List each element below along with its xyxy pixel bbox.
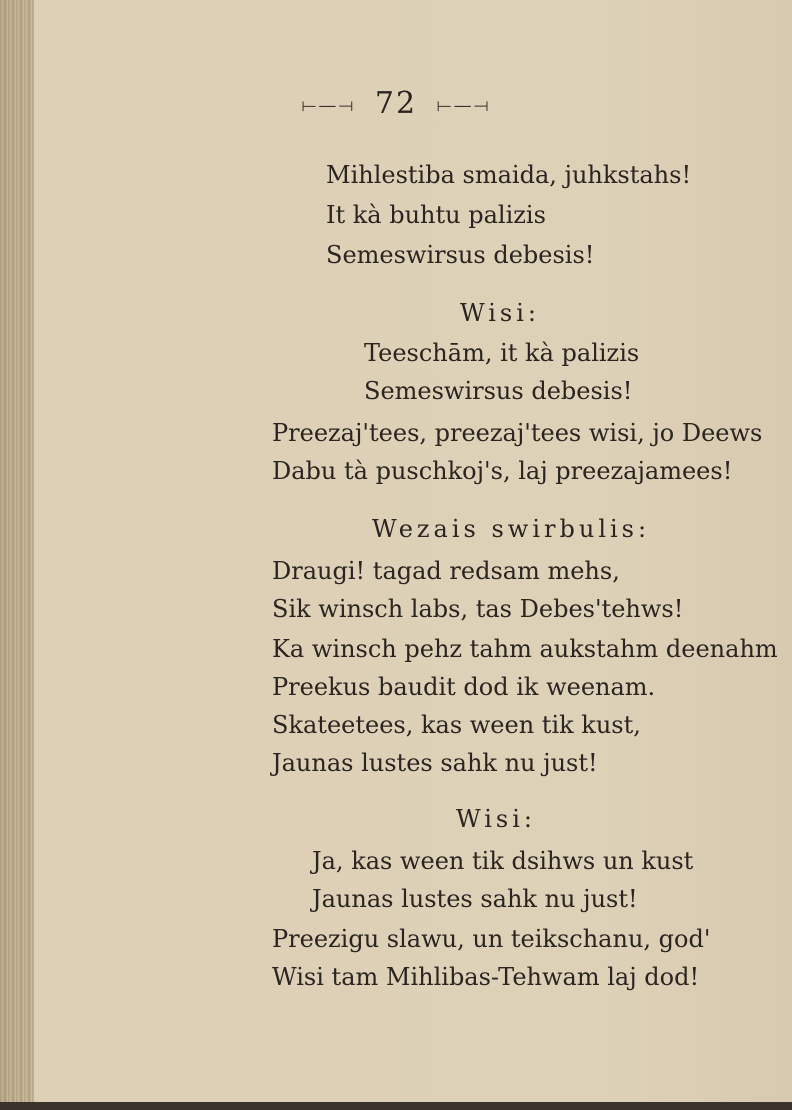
- verse-line: Wisi tam Mihlibas-Tehwam laj dod!: [272, 963, 700, 991]
- ornament-right: ⟝—⟞: [436, 94, 491, 116]
- verse-line: Skateetees, kas ween tik kust,: [272, 711, 641, 739]
- verse-line: Teeschām, it kà palizis: [364, 339, 640, 367]
- page-header: [0, 86, 792, 121]
- speaker-heading: Wezais swirbulis:: [372, 515, 651, 543]
- verse-line: Ja, kas ween tik dsihws un kust: [312, 847, 694, 875]
- verse-line: Semeswirsus debesis!: [326, 241, 595, 269]
- verse-line: Jaunas lustes sahk nu just!: [312, 885, 638, 913]
- verse-line: Ka winsch pehz tahm aukstahm deenahm: [272, 635, 778, 663]
- verse-line: Mihlestiba smaida, juhkstahs!: [326, 161, 692, 189]
- verse-line: Semeswirsus debesis!: [364, 377, 633, 405]
- page-bottom-edge: [0, 1102, 792, 1110]
- page-binding: [0, 0, 34, 1110]
- verse-line: It kà buhtu palizis: [326, 201, 546, 229]
- speaker-heading: Wisi:: [456, 805, 536, 833]
- verse-line: Preekus baudit dod ik weenam.: [272, 673, 656, 701]
- verse-line: Preezigu slawu, un teikschanu, god': [272, 925, 711, 953]
- page-number: 72: [374, 86, 418, 121]
- verse-line: Preezaj'tees, preezaj'tees wisi, jo Deews: [272, 419, 763, 447]
- ornament-left: ⟝—⟞: [301, 94, 356, 116]
- verse-line: Sik winsch labs, tas Debes'tehws!: [272, 595, 684, 623]
- speaker-heading: Wisi:: [460, 299, 540, 327]
- verse-line: Dabu tà puschkoj's, laj preezajamees!: [272, 457, 733, 485]
- verse-line: Draugi! tagad redsam mehs,: [272, 557, 620, 585]
- verse-line: Jaunas lustes sahk nu just!: [272, 749, 598, 777]
